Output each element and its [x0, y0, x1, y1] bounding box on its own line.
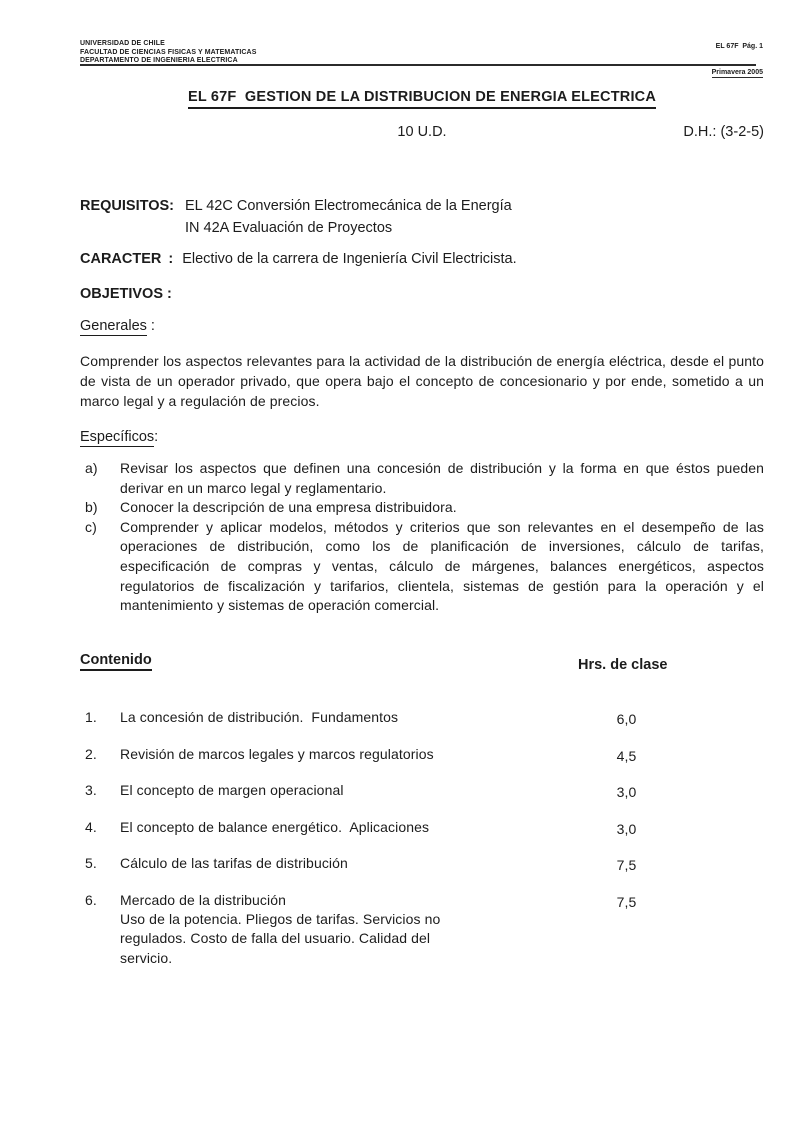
requisitos-section	[80, 196, 764, 239]
row-topic: El concepto de margen operacional	[120, 782, 344, 798]
requisito-course-2: IN 42A Evaluación de Proyectos	[185, 219, 393, 236]
term-text: Primavera 2005	[711, 69, 763, 76]
generales-paragraph: Comprender los aspectos relevantes para la actividad de la distribución de energía eléctrica, desde el punto de vista de un operador privado, que opera bajo el concepto de concesionario y por ende, sometido a un marco legal y a regulación de precios.	[80, 353, 764, 409]
row-hours: 4,5	[616, 747, 637, 764]
row-number: 6.	[85, 891, 97, 908]
contenido-heading: Contenido	[80, 652, 152, 671]
row-number: 4.	[85, 818, 97, 835]
row-topic-detail: Uso de la potencia. Pliegos de tarifas. Servicios no regulados. Costo de falla del usuario. Calidad del servicio.	[120, 910, 441, 966]
item-marker-b: b)	[85, 499, 98, 516]
list-item	[80, 459, 764, 498]
credit-units: 10 U.D.	[397, 124, 447, 140]
item-text-c: Comprender y aplicar modelos, métodos y criterios que son relevantes en el desempeño de las operaciones de distribución, como los de planificación de inversiones, cálculo de tarifas, especificación de compras y ventas, cálculo de márgenes, balances energéticos, aspectos regulatorios de fiscalización y tarifarios, clientela, sistemas de gestión para la operación y el mantenimiento y sistemas de operación comercial.	[120, 518, 764, 614]
row-topic: Mercado de la distribución	[120, 891, 287, 908]
org-line-university: UNIVERSIDAD DE CHILE	[80, 40, 165, 47]
item-marker-a: a)	[85, 460, 98, 476]
table-row	[80, 817, 764, 837]
row-hours: 7,5	[616, 857, 637, 873]
course-title: EL 67F GESTION DE LA DISTRIBUCION DE ENERGIA ELECTRICA	[188, 89, 656, 109]
item-text-a: Revisar los aspectos que definen una concesión de distribución y la forma en que éstos pueden derivar en un marco legal y reglamentario.	[120, 460, 764, 496]
row-hours: 3,0	[616, 784, 637, 800]
caracter-section	[80, 251, 517, 267]
especificos-list	[80, 459, 764, 616]
row-hours: 7,5	[616, 893, 637, 910]
hours-distribution: D.H.: (3-2-5)	[683, 124, 764, 140]
table-row	[80, 853, 764, 873]
contenido-list	[80, 707, 764, 985]
row-topic: El concepto de balance energético. Aplicaciones	[120, 818, 430, 835]
table-row	[80, 780, 764, 800]
caracter-colon: :	[168, 251, 174, 267]
item-marker-c: c)	[85, 518, 97, 535]
org-line-department: DEPARTAMENTO DE INGENIERIA ELECTRICA	[80, 57, 238, 64]
especificos-word: Específicos	[80, 429, 155, 445]
generales-word: Generales	[80, 318, 147, 334]
list-item	[80, 498, 764, 518]
row-hours: 3,0	[616, 820, 637, 837]
header-rule	[80, 64, 756, 66]
hours-column-header: Hrs. de clase	[578, 657, 668, 673]
row-topic: La concesión de distribución. Fundamentos	[120, 709, 399, 725]
contenido-header	[80, 652, 764, 673]
especificos-colon: :	[154, 429, 159, 445]
table-row	[80, 707, 764, 727]
title-wrap	[80, 88, 764, 109]
course-page-number: EL 67F Pág. 1	[715, 43, 763, 50]
objetivos-label: OBJETIVOS :	[80, 286, 172, 302]
credits-row	[80, 124, 764, 144]
term-label	[712, 69, 763, 76]
caracter-label: CARACTER	[80, 251, 162, 267]
generales-colon: :	[150, 318, 155, 334]
table-row	[80, 890, 764, 969]
caracter-text: Electivo de la carrera de Ingeniería Civil Electricista.	[182, 251, 517, 267]
row-hours: 6,0	[616, 711, 637, 727]
item-text-b: Conocer la descripción de una empresa distribuidora.	[120, 499, 457, 516]
row-number: 5.	[85, 855, 97, 871]
generales-heading	[80, 318, 155, 334]
row-topic: Revisión de marcos legales y marcos regulatorios	[120, 745, 434, 762]
letterhead-org	[80, 40, 256, 66]
especificos-heading	[80, 429, 158, 445]
requisitos-lines	[185, 196, 512, 239]
requisitos-label: REQUISITOS:	[80, 198, 174, 214]
requisito-course-1: EL 42C Conversión Electromecánica de la Energía	[185, 198, 512, 214]
list-item	[80, 518, 764, 616]
org-line-faculty: FACULTAD DE CIENCIAS FISICAS Y MATEMATICAS	[80, 48, 257, 56]
row-number: 1.	[85, 709, 97, 725]
row-number: 2.	[85, 745, 97, 762]
row-number: 3.	[85, 782, 97, 798]
table-row	[80, 744, 764, 764]
row-topic: Cálculo de las tarifas de distribución	[120, 855, 348, 871]
